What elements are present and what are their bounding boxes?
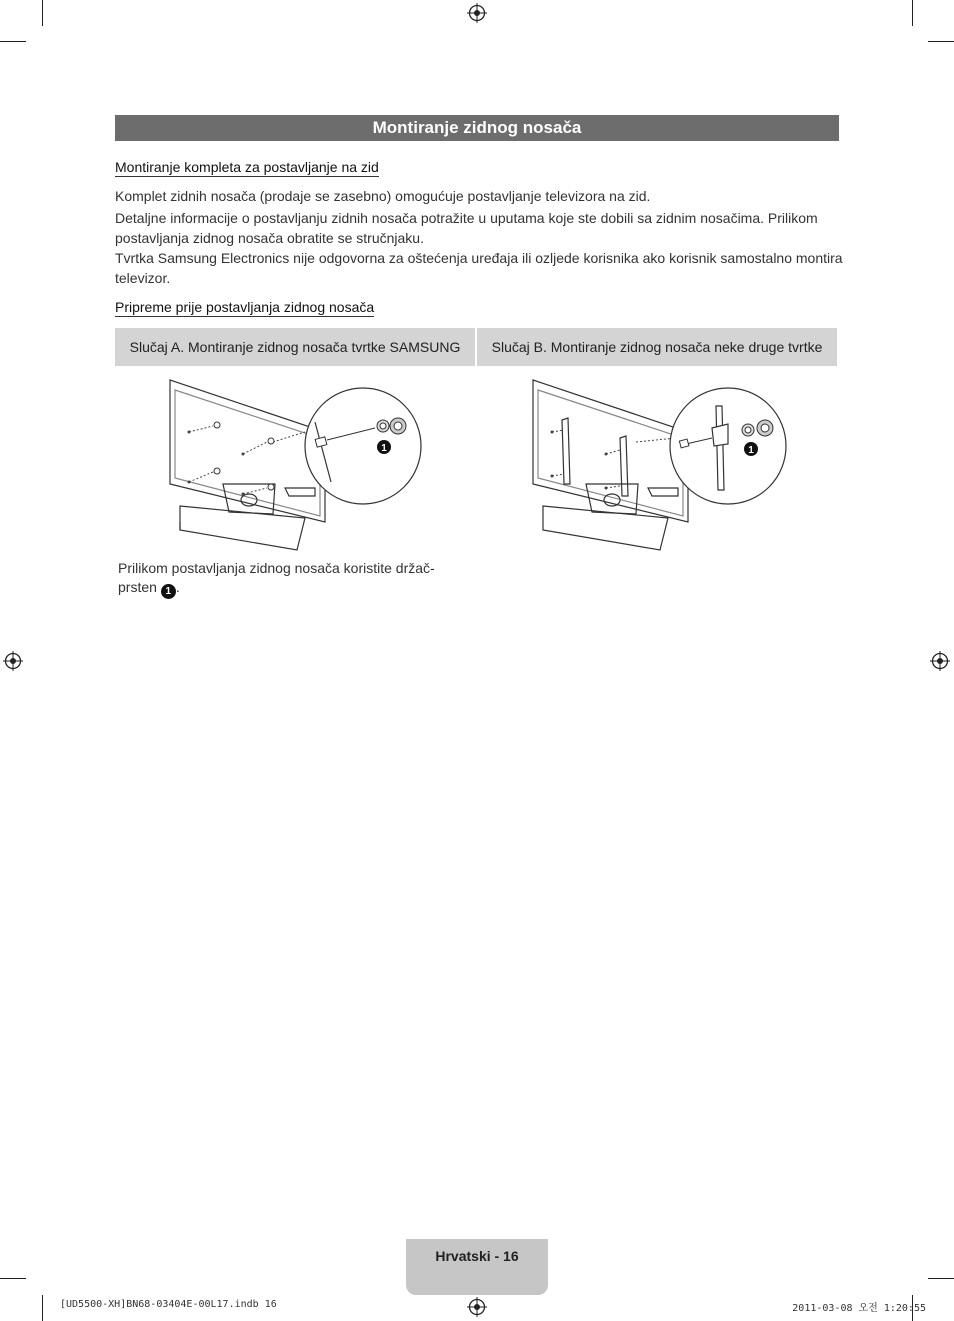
tv-wall-mount-illustration-b bbox=[528, 372, 790, 554]
paragraph: Tvrtka Samsung Electronics nije odgovorna za oštećenja uređaja ili ozljede korisnika ako korisnik samostalno montira televizor. bbox=[115, 250, 843, 286]
crop-mark bbox=[912, 0, 913, 26]
crop-mark bbox=[42, 1295, 43, 1321]
page-number-tab bbox=[406, 1239, 548, 1295]
case-b-header bbox=[477, 328, 837, 366]
registration-mark-icon bbox=[930, 651, 950, 671]
section-heading-preparation: Pripreme prije postavljanja zidnog nosača bbox=[115, 299, 375, 315]
note-suffix: . bbox=[175, 579, 180, 595]
callout-number-a: 1 bbox=[381, 443, 387, 454]
crop-mark bbox=[42, 0, 43, 26]
section-heading-wall-mount-kit: Montiranje kompleta za postavljanje na zid bbox=[115, 159, 379, 175]
case-a-label: Slučaj A. Montiranje zidnog nosača tvrtke SAMSUNG bbox=[129, 339, 461, 355]
case-a-header bbox=[115, 328, 475, 366]
crop-mark bbox=[0, 41, 26, 42]
print-slug-date: 2011-03-08 오전 1:20:55 bbox=[792, 1303, 926, 1314]
paragraph: Detaljne informacije o postavljanju zidnih nosača potražite u uputama koje ste dobili sa zidnim nosačima. Prilikom postavljanja zidnog nosača obratite se stručnjaku. bbox=[115, 210, 818, 246]
page-title: Montiranje zidnog nosača bbox=[115, 115, 839, 141]
callout-number-b: 1 bbox=[748, 445, 754, 456]
crop-mark bbox=[928, 41, 954, 42]
note-text: Prilikom postavljanja zidnog nosača koristite držač-prsten bbox=[118, 560, 435, 595]
crop-mark bbox=[0, 1278, 26, 1279]
holder-ring-note bbox=[118, 559, 454, 599]
registration-mark-icon bbox=[3, 651, 23, 671]
print-slug-file: [UD5500-XH]BN68-03404E-00L17.indb 16 bbox=[60, 1299, 277, 1310]
page-number-label: Hrvatski - 16 bbox=[435, 1248, 519, 1264]
registration-mark-icon bbox=[467, 1297, 487, 1317]
crop-mark bbox=[928, 1278, 954, 1279]
tv-wall-mount-illustration-a bbox=[165, 372, 427, 554]
paragraph: Komplet zidnih nosača (prodaje se zasebno) omogućuje postavljanje televizora na zid. bbox=[115, 188, 651, 204]
case-b-label: Slučaj B. Montiranje zidnog nosača neke druge tvrtke bbox=[491, 339, 823, 355]
callout-number-badge: 1 bbox=[161, 584, 176, 599]
registration-mark-icon bbox=[467, 3, 487, 23]
